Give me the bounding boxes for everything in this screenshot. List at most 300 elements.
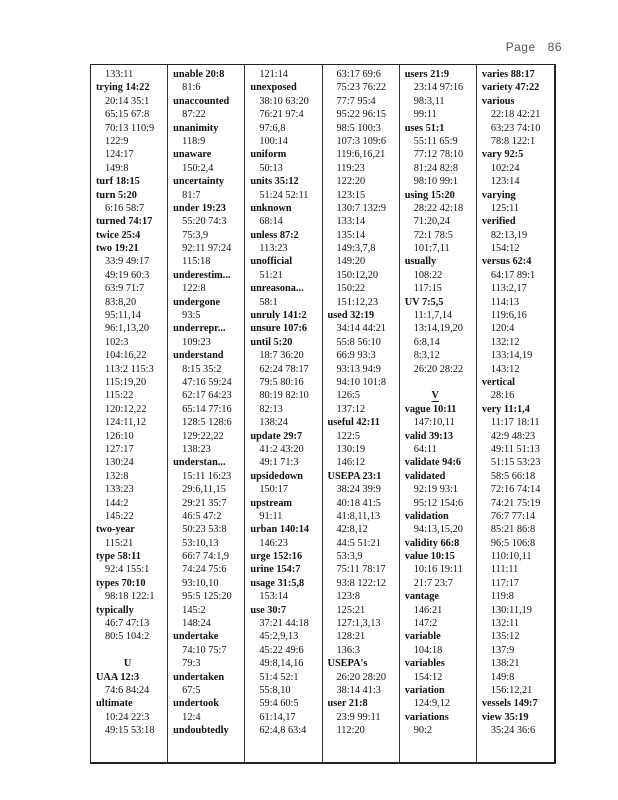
index-page-refs: 122:9 xyxy=(105,135,129,147)
index-page-refs: 135:14 xyxy=(336,229,366,241)
index-term: unreasona... xyxy=(250,283,304,295)
index-page-refs: 15:11 16:23 xyxy=(182,470,232,482)
index-page-refs: 37:21 44:18 xyxy=(259,618,309,630)
index-page-refs: 8:3,12 xyxy=(413,350,440,362)
index-page-refs: 150:12,20 xyxy=(336,269,378,281)
index-term: useful 42:11 xyxy=(327,417,380,429)
index-page-refs: 123:8 xyxy=(336,591,360,603)
index-page-refs: 91:11 xyxy=(259,510,283,522)
index-page-refs: 46:7 47:13 xyxy=(105,618,150,630)
index-page-refs: 85:21 86:8 xyxy=(490,524,536,536)
index-column-3 xyxy=(245,65,322,762)
index-term: urine 154:7 xyxy=(250,564,301,576)
index-page-refs: 44:5 51:21 xyxy=(336,537,381,549)
index-page-refs: 63:23 74:10 xyxy=(490,122,541,134)
index-term: units 35:12 xyxy=(250,176,299,188)
index-page-refs: 99:11 xyxy=(413,109,437,121)
index-page-refs: 74:21 75:19 xyxy=(490,497,541,509)
index-page-refs: 154:12 xyxy=(490,243,520,255)
index-page-refs: 58:5 66:18 xyxy=(490,470,536,482)
index-page-refs: 125:11 xyxy=(490,202,520,214)
index-page-refs: 146:23 xyxy=(259,537,288,549)
index-term: valid 39:13 xyxy=(404,430,454,442)
index-term: undertake xyxy=(173,631,219,643)
index-page-refs: 128:21 xyxy=(336,631,366,643)
index-page-refs: 18:7 36:20 xyxy=(259,350,304,362)
index-page-refs: 79:3 xyxy=(182,658,201,670)
index-term: unsure 107:6 xyxy=(250,323,308,335)
index-term: vary 92:5 xyxy=(481,149,524,161)
index-page-refs: 62:4,8 63:4 xyxy=(259,725,307,737)
index-page-refs: 21:7 23:7 xyxy=(413,577,453,589)
index-page-refs: 150:17 xyxy=(259,484,288,496)
index-page-refs: 115:22 xyxy=(105,390,134,402)
index-term: unruly 141:2 xyxy=(250,310,307,322)
index-page-refs: 92:11 97:24 xyxy=(182,243,232,255)
blank-line xyxy=(96,644,167,657)
index-term: usage 31:5,8 xyxy=(250,577,305,589)
index-page-refs: 154:12 xyxy=(413,671,443,683)
index-page-refs: 75:3,9 xyxy=(182,229,209,241)
index-term: types 70:10 xyxy=(96,577,146,589)
index-term: turned 74:17 xyxy=(96,216,153,228)
index-page-refs: 93:8 122:12 xyxy=(336,577,386,589)
index-page-refs: 150:22 xyxy=(336,283,366,295)
index-term: UAA 12:3 xyxy=(96,671,140,683)
index-page-refs: 130:24 xyxy=(105,457,134,469)
index-page-refs: 63:17 69:6 xyxy=(336,69,381,80)
index-term: USEPA 23:1 xyxy=(327,470,382,482)
index-page-refs: 51:15 53:23 xyxy=(490,457,541,469)
index-page-refs: 148:24 xyxy=(182,618,211,630)
index-term: unanimity xyxy=(173,122,219,134)
index-term: urge 152:16 xyxy=(250,551,303,563)
index-page-refs: 11:17 18:11 xyxy=(490,417,540,429)
index-page-refs: 38:10 63:20 xyxy=(259,95,309,107)
index-page-refs: 104:16,22 xyxy=(105,350,147,362)
index-term: use 30:7 xyxy=(250,604,287,616)
index-term: vessels 149:7 xyxy=(481,698,538,710)
index-page-refs: 123:14 xyxy=(490,176,520,188)
index-page-refs: 41:8,11,13 xyxy=(336,510,381,522)
index-page-refs: 34:14 44:21 xyxy=(336,323,386,335)
index-page-refs: 156:12,21 xyxy=(490,684,533,696)
index-term: uniform xyxy=(250,149,287,161)
index-page-refs: 133:14,19 xyxy=(490,350,533,362)
index-page-refs: 127:1,3,13 xyxy=(336,618,381,630)
index-page-refs: 67:5 xyxy=(182,684,201,696)
index-page-refs: 38:14 41:3 xyxy=(336,684,381,696)
index-page-refs: 119:8 xyxy=(490,591,514,603)
index-page-refs: 12:4 xyxy=(182,711,201,723)
index-page-refs: 147:2 xyxy=(413,618,438,630)
index-page-refs: 35:24 36:6 xyxy=(490,725,536,737)
index-page-refs: 75:11 78:17 xyxy=(336,564,386,576)
index-term: user 21:8 xyxy=(327,698,368,710)
index-page-refs: 55:8,10 xyxy=(259,684,291,696)
index-term: UV 7:5,5 xyxy=(404,296,444,308)
index-page-refs: 29:21 35:7 xyxy=(182,497,227,509)
index-page-refs: 76:7 77:14 xyxy=(490,510,536,522)
index-term: underestim... xyxy=(173,269,231,281)
index-term: uses 51:1 xyxy=(404,122,445,134)
index-page-refs: 80:5 104:2 xyxy=(105,631,150,643)
index-page-refs: 8:15 35:2 xyxy=(182,363,222,375)
index-page-refs: 49:1 71:3 xyxy=(259,457,299,469)
index-term: unaware xyxy=(173,149,212,161)
index-page-refs: 133:11 xyxy=(105,69,134,80)
index-term: validated xyxy=(404,470,446,482)
index-page-refs: 130:11,19 xyxy=(490,604,532,616)
index-page-refs: 10:16 19:11 xyxy=(413,564,463,576)
index-page-refs: 53:3,9 xyxy=(336,551,363,563)
index-page-refs: 49:8,14,16 xyxy=(259,658,304,670)
index-page-refs: 153:14 xyxy=(259,591,288,603)
index-page-refs: 122:20 xyxy=(336,176,366,188)
index-page-refs: 46:5 47:2 xyxy=(182,510,222,522)
index-page-refs: 20:14 35:1 xyxy=(105,95,150,107)
index-page-refs: 119:23 xyxy=(336,162,365,174)
index-term: typically xyxy=(96,604,134,616)
word-index-table xyxy=(90,64,556,764)
index-page-refs: 81:6 xyxy=(182,82,201,94)
index-page-refs: 149:8 xyxy=(105,162,129,174)
index-term: update 29:7 xyxy=(250,430,303,442)
index-page-refs: 51:21 xyxy=(259,269,283,281)
index-term: undergone xyxy=(173,296,221,308)
index-term: view 35:19 xyxy=(481,711,529,723)
index-page-refs: 74:10 75:7 xyxy=(182,644,227,656)
index-page-refs: 113:2,17 xyxy=(490,283,527,295)
index-term: versus 62:4 xyxy=(481,256,532,268)
index-page-refs: 77:7 95:4 xyxy=(336,95,376,107)
index-page-refs: 129:22,22 xyxy=(182,430,224,442)
index-term: unaccounted xyxy=(173,95,230,107)
index-page-refs: 109:23 xyxy=(182,336,211,348)
index-page-refs: 66:7 74:1,9 xyxy=(182,551,230,563)
index-page-refs: 6:16 58:7 xyxy=(105,202,145,214)
index-page-refs: 118:9 xyxy=(182,135,206,147)
index-term: urban 140:14 xyxy=(250,524,309,536)
index-column-2 xyxy=(168,65,245,762)
index-term: uncertainty xyxy=(173,176,225,188)
index-page-refs: 123:15 xyxy=(336,189,366,201)
index-page-refs: 137:9 xyxy=(490,644,515,656)
index-term: undoubtedly xyxy=(173,725,229,737)
index-term: unknown xyxy=(250,202,292,214)
index-page-refs: 47:16 59:24 xyxy=(182,376,232,388)
index-term: variables xyxy=(404,658,445,670)
index-page-refs: 132:8 xyxy=(105,470,129,482)
index-column-1 xyxy=(91,65,168,762)
index-term: verified xyxy=(481,216,516,228)
index-term: undertaken xyxy=(173,671,225,683)
index-term: USEPA's xyxy=(327,658,368,670)
index-term: underrepr... xyxy=(173,323,226,335)
index-page-refs: 132:12 xyxy=(490,336,520,348)
index-page-refs: 81:24 82:8 xyxy=(413,162,459,174)
index-page-refs: 150:2,4 xyxy=(182,162,214,174)
index-page-refs: 42:8,12 xyxy=(336,524,368,536)
index-term: ultimate xyxy=(96,698,133,710)
index-term: twice 25:4 xyxy=(96,229,141,241)
index-page-refs: 111:11 xyxy=(490,564,519,576)
index-page-refs: 130:7 132:9 xyxy=(336,202,386,214)
index-page-refs: 92:4 155:1 xyxy=(105,564,150,576)
index-page-refs: 53:10,13 xyxy=(182,537,219,549)
index-page-refs: 11:1,7,14 xyxy=(413,310,453,322)
blank-line xyxy=(405,376,476,389)
index-page-refs: 51:4 52:1 xyxy=(259,671,299,683)
index-page-refs: 149:8 xyxy=(490,671,515,683)
index-page-refs: 22:18 42:21 xyxy=(490,109,541,121)
index-page-refs: 90:2 xyxy=(413,725,432,737)
index-page-refs: 55:8 56:10 xyxy=(336,336,381,348)
index-page-refs: 104:18 xyxy=(413,644,443,656)
index-page-refs: 114:13 xyxy=(490,296,520,308)
index-page-refs: 49:11 51:13 xyxy=(490,443,540,455)
index-page-refs: 151:12,23 xyxy=(336,296,378,308)
index-page-refs: 74:6 84:24 xyxy=(105,684,150,696)
index-term: using 15:20 xyxy=(404,189,455,201)
index-term: validate 94:6 xyxy=(404,457,462,469)
index-page-refs: 110:10,11 xyxy=(490,551,532,563)
index-page-refs: 136:3 xyxy=(336,644,360,656)
index-page-refs: 133:23 xyxy=(105,484,134,496)
index-page-refs: 95:22 96:15 xyxy=(336,109,386,121)
index-page-refs: 120:12,22 xyxy=(105,403,147,415)
index-page-refs: 127:17 xyxy=(105,443,134,455)
index-page-refs: 71:20,24 xyxy=(413,216,451,228)
index-page-refs: 95:11,14 xyxy=(105,310,141,322)
index-page-refs: 119:6,16,21 xyxy=(336,149,386,161)
index-page-refs: 64:17 89:1 xyxy=(490,269,536,281)
index-page-refs: 63:9 71:7 xyxy=(105,283,145,295)
index-page-refs: 82:13 xyxy=(259,403,283,415)
index-page-refs: 23:14 97:16 xyxy=(413,82,464,94)
index-page-refs: 93:5 xyxy=(182,310,201,322)
index-page-refs: 74:24 75:6 xyxy=(182,564,227,576)
index-page-refs: 102:24 xyxy=(490,162,520,174)
index-page-refs: 97:6,8 xyxy=(259,122,286,134)
index-term: unless 87:2 xyxy=(250,229,299,241)
index-page-refs: 124:9,12 xyxy=(413,698,451,710)
index-page-refs: 81:7 xyxy=(182,189,201,201)
index-page-refs: 107:3 109:6 xyxy=(336,135,386,147)
index-page-refs: 79:5 80:16 xyxy=(259,376,304,388)
index-page-refs: 138:21 xyxy=(490,658,520,670)
index-page-refs: 115:18 xyxy=(182,256,211,268)
index-column-5 xyxy=(400,65,477,762)
index-page-refs: 83:8,20 xyxy=(105,296,137,308)
index-page-refs: 61:14,17 xyxy=(259,711,296,723)
index-page-refs: 100:14 xyxy=(259,135,288,147)
index-term: type 58:11 xyxy=(96,551,141,563)
index-page-refs: 62:17 64:23 xyxy=(182,390,232,402)
index-page-refs: 95:5 125:20 xyxy=(182,591,232,603)
index-page-refs: 28:16 xyxy=(490,390,515,402)
index-page-refs: 70:13 110:9 xyxy=(105,122,155,134)
index-term: under 19:23 xyxy=(173,202,226,214)
index-page-refs: 87:22 xyxy=(182,109,206,121)
index-page-refs: 68:14 xyxy=(259,216,283,228)
index-page-refs: 137:12 xyxy=(336,403,366,415)
index-page-refs: 122:5 xyxy=(336,430,360,442)
index-term: users 21:9 xyxy=(404,69,450,80)
index-term: undertook xyxy=(173,698,219,710)
index-term: two 19:21 xyxy=(96,243,139,255)
index-page-refs: 41:2 43:20 xyxy=(259,443,304,455)
index-page-refs: 115:21 xyxy=(105,537,134,549)
page-label: Page xyxy=(505,40,536,54)
index-term: vantage xyxy=(404,591,440,603)
index-page-refs: 147:10,11 xyxy=(413,417,455,429)
index-page-refs: 96:1,13,20 xyxy=(105,323,150,335)
index-page-refs: 98:10 99:1 xyxy=(413,176,459,188)
index-page-refs: 101:7,11 xyxy=(413,243,450,255)
index-page-refs: 126:10 xyxy=(105,430,134,442)
index-term: unexposed xyxy=(250,82,297,94)
index-page-refs: 149:3,7,8 xyxy=(336,243,376,255)
index-page-refs: 92:19 93:1 xyxy=(413,484,459,496)
index-page-refs: 58:1 xyxy=(259,296,278,308)
index-term: various xyxy=(481,95,515,107)
section-letter-v: V xyxy=(431,390,439,402)
index-page-refs: 122:8 xyxy=(182,283,206,295)
index-page-refs: 59:4 60:5 xyxy=(259,698,299,710)
index-column-6 xyxy=(477,65,554,762)
index-page-refs: 55:11 65:9 xyxy=(413,135,458,147)
index-column-4 xyxy=(323,65,400,762)
index-page-refs: 77:12 78:10 xyxy=(413,149,464,161)
index-term: upsidedown xyxy=(250,470,303,482)
index-page-refs: 120:4 xyxy=(490,323,515,335)
index-page-refs: 45:2,9,13 xyxy=(259,631,299,643)
index-term: used 32:19 xyxy=(327,310,375,322)
index-page-refs: 93:10,10 xyxy=(182,577,219,589)
index-page-refs: 29:6,11,15 xyxy=(182,484,226,496)
index-page-refs: 6:8,14 xyxy=(413,336,440,348)
index-page-refs: 138:23 xyxy=(182,443,211,455)
index-term: variable xyxy=(404,631,441,643)
index-page-refs: 26:20 28:20 xyxy=(336,671,386,683)
index-term: understan... xyxy=(173,457,226,469)
index-term: variation xyxy=(404,684,445,696)
index-page-refs: 102:3 xyxy=(105,336,129,348)
index-page-refs: 146:21 xyxy=(413,604,443,616)
index-page-refs: 65:15 67:8 xyxy=(105,109,150,121)
index-term: variations xyxy=(404,711,449,723)
index-page-refs: 13:14,19,20 xyxy=(413,323,463,335)
index-term: unable 20:8 xyxy=(173,69,225,80)
index-page-refs: 132:11 xyxy=(490,618,520,630)
index-page-refs: 45:22 49:6 xyxy=(259,644,304,656)
index-page-refs: 119:6,16 xyxy=(490,310,527,322)
index-page-refs: 128:5 128:6 xyxy=(182,417,232,429)
index-page-refs: 78:8 122:1 xyxy=(490,135,536,147)
index-page-refs: 50:23 53:8 xyxy=(182,524,227,536)
index-term: very 11:1,4 xyxy=(481,403,530,415)
index-page-refs: 10:24 22:3 xyxy=(105,711,150,723)
index-page-refs: 113:2 115:3 xyxy=(105,363,154,375)
index-page-refs: 49:19 60:3 xyxy=(105,269,150,281)
index-term: trying 14:22 xyxy=(96,82,150,94)
index-page-refs: 28:22 42:18 xyxy=(413,202,464,214)
index-page-refs: 135:12 xyxy=(490,631,520,643)
index-term: value 10:15 xyxy=(404,551,455,563)
index-page-refs: 124:11,12 xyxy=(105,417,147,429)
index-page-refs: 117:17 xyxy=(490,577,520,589)
index-page-refs: 133:14 xyxy=(336,216,366,228)
index-page-refs: 23:9 99:11 xyxy=(336,711,381,723)
index-page-refs: 124:17 xyxy=(105,149,134,161)
index-term: unofficial xyxy=(250,256,293,268)
index-term: upstream xyxy=(250,497,292,509)
index-page-refs: 50:13 xyxy=(259,162,283,174)
page-header xyxy=(506,40,562,54)
index-page-refs: 149:20 xyxy=(336,256,366,268)
index-page-refs: 143:12 xyxy=(490,363,520,375)
index-term: validation xyxy=(404,510,449,522)
index-page-refs: 117:15 xyxy=(413,283,442,295)
index-term: variety 47:22 xyxy=(481,82,540,94)
index-page-refs: 75:23 76:22 xyxy=(336,82,386,94)
index-page-refs: 130:19 xyxy=(336,443,366,455)
index-page-refs: 108:22 xyxy=(413,269,443,281)
index-page-refs: 49:15 53:18 xyxy=(105,725,155,737)
index-page-refs: 62:24 78:17 xyxy=(259,363,309,375)
index-page-refs: 72:16 74:14 xyxy=(490,484,541,496)
index-term: understand xyxy=(173,350,224,362)
index-term: two-year xyxy=(96,524,135,536)
index-term: usually xyxy=(404,256,437,268)
index-page-refs: 76:21 97:4 xyxy=(259,109,304,121)
index-page-refs: 80:19 82:10 xyxy=(259,390,309,402)
index-term: turf 18:15 xyxy=(96,176,140,188)
index-page-refs: 64:11 xyxy=(413,443,437,455)
index-page-refs: 98:18 122:1 xyxy=(105,591,155,603)
section-letter-u: U xyxy=(123,658,132,670)
index-page-refs: 40:18 41:5 xyxy=(336,497,381,509)
index-page-refs: 96:5 106:8 xyxy=(490,537,536,549)
index-page-refs: 126:5 xyxy=(336,390,360,402)
index-page-refs: 65:14 77:16 xyxy=(182,403,232,415)
index-page-refs: 38:24 39:9 xyxy=(336,484,381,496)
index-page-refs: 55:20 74:3 xyxy=(182,216,227,228)
index-term: varies 88:17 xyxy=(481,69,535,80)
index-page-refs: 82:13,19 xyxy=(490,229,528,241)
index-page-refs: 121:14 xyxy=(259,69,288,80)
index-page-refs: 144:2 xyxy=(105,497,129,509)
index-page-refs: 33:9 49:17 xyxy=(105,256,150,268)
index-page-refs: 93:13 94:9 xyxy=(336,363,381,375)
index-page-refs: 94:13,15,20 xyxy=(413,524,463,536)
index-page-refs: 115:19,20 xyxy=(105,376,147,388)
index-term: turn 5:20 xyxy=(96,189,137,201)
index-page-refs: 72:1 78:5 xyxy=(413,229,453,241)
index-page-refs: 98:5 100:3 xyxy=(336,122,381,134)
index-term: vertical xyxy=(481,376,516,388)
index-term: varying xyxy=(481,189,516,201)
index-page-refs: 94:10 101:8 xyxy=(336,376,386,388)
index-page-refs: 42:9 48:23 xyxy=(490,430,536,442)
index-term: until 5:20 xyxy=(250,336,293,348)
page-number: 86 xyxy=(547,40,562,54)
index-page-refs: 98:3,11 xyxy=(413,95,445,107)
index-term: validity 66:8 xyxy=(404,537,460,549)
index-page-refs: 145:2 xyxy=(182,604,206,616)
index-page-refs: 66:9 93:3 xyxy=(336,350,376,362)
